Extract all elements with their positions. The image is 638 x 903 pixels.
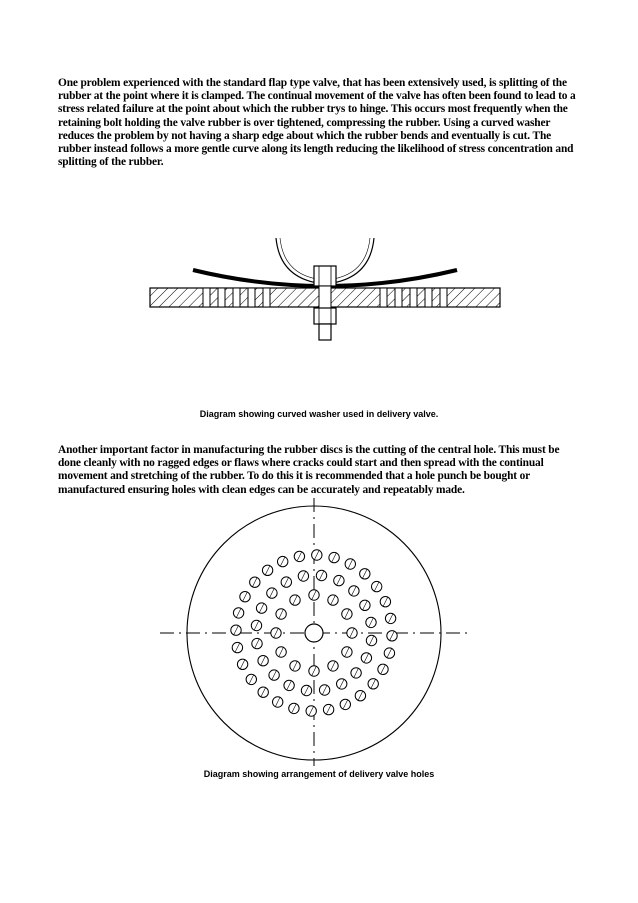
paragraph-flap-valve-problem: One problem experienced with the standard flap type valve, that has been extensively used, is splitting of the rubber at the point where it is clamped. The continual movement of the valve has often been found to lead to a stress related failure at the point about which the rubber trys to hinge. This occurs most frequently when the retaining bolt holding the valve rubber is over tightened, compressing the rubber. Using a curved washer reduces the problem by not having a sharp edge about which the rubber bends and eventually is cut. The rubber instead follows a more gentle curve along its length reducing the likelihood of stress concentration and splitting of the rubber. [58, 77, 576, 169]
valve-plate [150, 286, 500, 308]
caption-curved-washer: Diagram showing curved washer used in delivery valve. [199, 409, 439, 419]
central-hole [305, 624, 323, 642]
caption-hole-arrangement: Diagram showing arrangement of delivery valve holes [203, 769, 435, 779]
bolt-end [319, 324, 331, 340]
bolt-head [314, 266, 336, 286]
curved-washer-diagram [0, 228, 638, 358]
paragraph-central-hole: Another important factor in manufacturing the rubber discs is the cutting of the central hole. This must be done cleanly with no ragged edges or flaws where cracks could start and then spread with the continual movement and stretching of the rubber. To do this it is recommended that a hole punch be bought or manufactured ensuring holes with clean edges can be accurately and repeatably made. [58, 444, 560, 496]
bolt-nut [314, 308, 336, 324]
delivery-valve-holes-diagram [0, 498, 638, 768]
